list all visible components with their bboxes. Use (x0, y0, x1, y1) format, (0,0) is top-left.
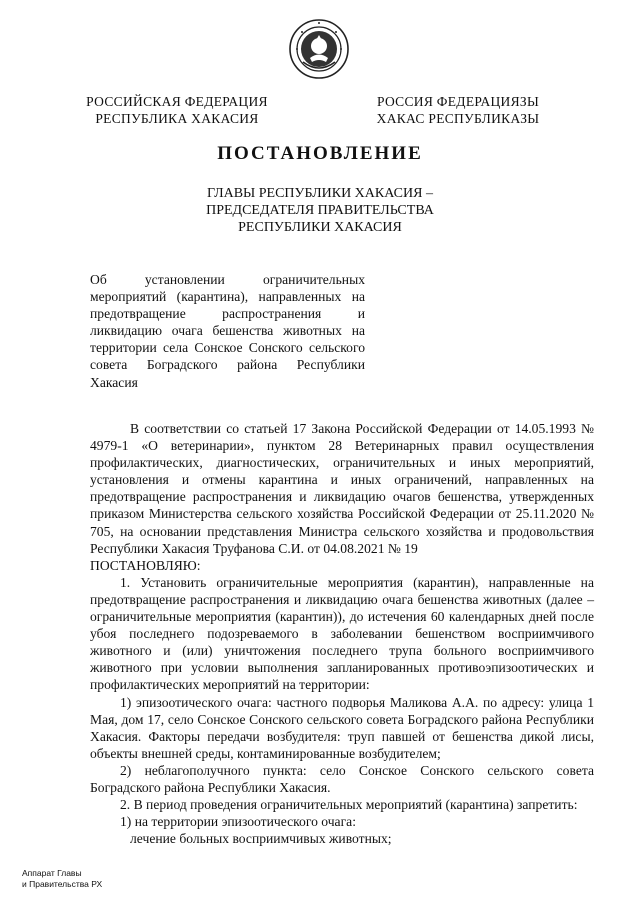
header-left-line: РЕСПУБЛИКА ХАКАСИЯ (95, 111, 259, 126)
header-left-line: РОССИЙСКАЯ ФЕДЕРАЦИЯ (86, 94, 268, 109)
footer-line: Аппарат Главы (22, 868, 82, 878)
clause-1-1: 1) эпизоотического очага: частного подворья Маликова А.А. по адресу: улица 1 Мая, дом 17, село Сонское Сонского сельского совета Боградского района Республики Хакасия. Факторы передачи возбудителя: труп павшей от бешенства дикой лисы, объекты внешней среды, контаминированные возбудителем; (90, 694, 594, 761)
decree-word: ПОСТАНОВЛЯЮ: (90, 557, 201, 573)
header-right-line: РОССИЯ ФЕДЕРАЦИЯЗЫ (376, 94, 540, 109)
footer-line: и Правительства РХ (22, 879, 103, 889)
clause-2-1: 1) на территории эпизоотического очага: (120, 814, 356, 830)
subtitle-line: РЕСПУБЛИКИ ХАКАСИЯ (238, 220, 402, 235)
clause-1: 1. Установить ограничительные мероприятия (карантин), направленные на предотвращение распространения и ликвидацию очага бешенства животных (далее – ограничительные мероприятия (карантин)), до истечения 60 календарных дней после убоя последнего подозреваемого в заболевании бешенством восприимчивого животного и (или) уничтожения последнего трупа больного восприимчивого животного при условии выполнения запланированных противоэпизоотических и профилактических мероприятий на территории: (90, 574, 594, 693)
clause-2-1-item: лечение больных восприимчивых животных; (130, 831, 392, 847)
subject-block: Об установлении ограничительных мероприятий (карантина), направленных на предотвращение распространения и ликвидацию очага бешенства животных на территории села Сонское Сонского сельского совета Боградского района Республики Хакасия (90, 272, 365, 390)
header-khakas-language (368, 93, 548, 127)
coat-of-arms-icon (288, 18, 350, 80)
subtitle-line: ПРЕДСЕДАТЕЛЯ ПРАВИТЕЛЬСТВА (206, 203, 434, 218)
header-russian-federation (82, 93, 272, 127)
preamble-paragraph: В соответствии со статьей 17 Закона Российской Федерации от 14.05.1993 № 4979-1 «О ветеринарии», пунктом 28 Ветеринарных правил осуществления профилактических, диагностических, ограничительных и иных мероприятий, установления и отмены карантина и иных ограничений, направленных на предотвращение распространения и ликвидацию очагов бешенства, утвержденных приказом Министерства сельского хозяйства Российской Федерации от 25.11.2020 № 705, на основании представления Министра сельского хозяйства и продовольствия Республики Хакасия Труфанова С.И. от 04.08.2021 № 19 (90, 421, 594, 556)
document-body (90, 420, 594, 847)
clause-1-2: 2) неблагополучного пункта: село Сонское Сонского сельского совета Боградского района Республики Хакасия. (90, 762, 594, 795)
clause-2: 2. В период проведения ограничительных мероприятий (карантина) запретить: (120, 797, 578, 813)
subtitle-line: ГЛАВЫ РЕСПУБЛИКИ ХАКАСИЯ – (207, 186, 433, 201)
document-title: ПОСТАНОВЛЕНИЕ (217, 143, 423, 164)
header-right-line: ХАКАС РЕСПУБЛИКАЗЫ (376, 111, 540, 126)
footer-stamp (22, 868, 102, 890)
document-subtitle (0, 185, 640, 236)
